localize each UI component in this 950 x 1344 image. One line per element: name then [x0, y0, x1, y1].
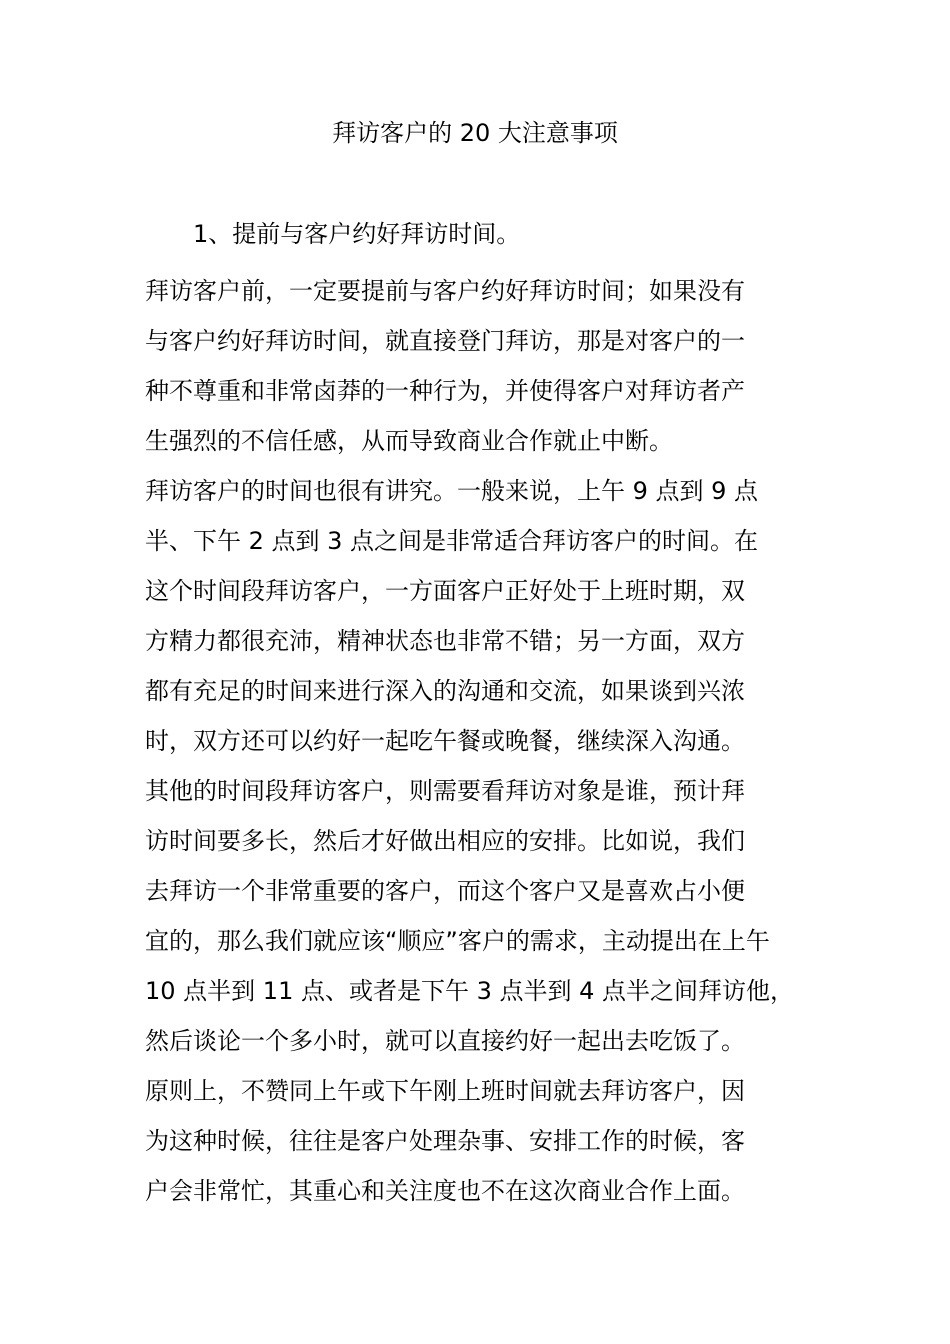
text-line: 为这种时候，往往是客户处理杂事、安排工作的时候，客 [145, 1127, 745, 1155]
document-title: 拜访客户的 20 大注意事项 [332, 119, 618, 147]
text-line: 宜的，那么我们就应该“顺应”客户的需求，主动提出在上午 [145, 927, 770, 955]
text-line: 方精力都很充沛，精神状态也非常不错；另一方面，双方 [145, 627, 745, 655]
text-line: 这个时间段拜访客户，一方面客户正好处于上班时期，双 [145, 577, 745, 605]
text-line: 10 点半到 11 点、或者是下午 3 点半到 4 点半之间拜访他， [145, 977, 795, 1005]
text-line: 与客户约好拜访时间，就直接登门拜访，那是对客户的一 [145, 327, 745, 355]
text-line: 时，双方还可以约好一起吃午餐或晚餐，继续深入沟通。 [145, 727, 745, 755]
text-line: 都有充足的时间来进行深入的沟通和交流，如果谈到兴浓 [145, 677, 745, 705]
text-line: 原则上，不赞同上午或下午刚上班时间就去拜访客户，因 [145, 1077, 745, 1105]
text-line: 拜访客户的时间也很有讲究。一般来说，上午 9 点到 9 点 [145, 477, 759, 505]
text-line: 然后谈论一个多小时，就可以直接约好一起出去吃饭了。 [145, 1027, 745, 1055]
text-line: 生强烈的不信任感，从而导致商业合作就止中断。 [145, 427, 673, 455]
text-line: 其他的时间段拜访客户，则需要看拜访对象是谁，预计拜 [145, 777, 745, 805]
text-line: 半、下午 2 点到 3 点之间是非常适合拜访客户的时间。在 [145, 527, 759, 555]
text-line: 访时间要多长，然后才好做出相应的安排。比如说，我们 [145, 827, 745, 855]
text-line: 种不尊重和非常卤莽的一种行为，并使得客户对拜访者产 [145, 377, 745, 405]
text-line: 拜访客户前，一定要提前与客户约好拜访时间；如果没有 [145, 277, 745, 305]
text-line: 去拜访一个非常重要的客户，而这个客户又是喜欢占小便 [145, 877, 745, 905]
section-heading: 1、提前与客户约好拜访时间。 [193, 220, 521, 248]
body-text [145, 266, 815, 1216]
text-line: 户会非常忙，其重心和关注度也不在这次商业合作上面。 [145, 1177, 745, 1205]
